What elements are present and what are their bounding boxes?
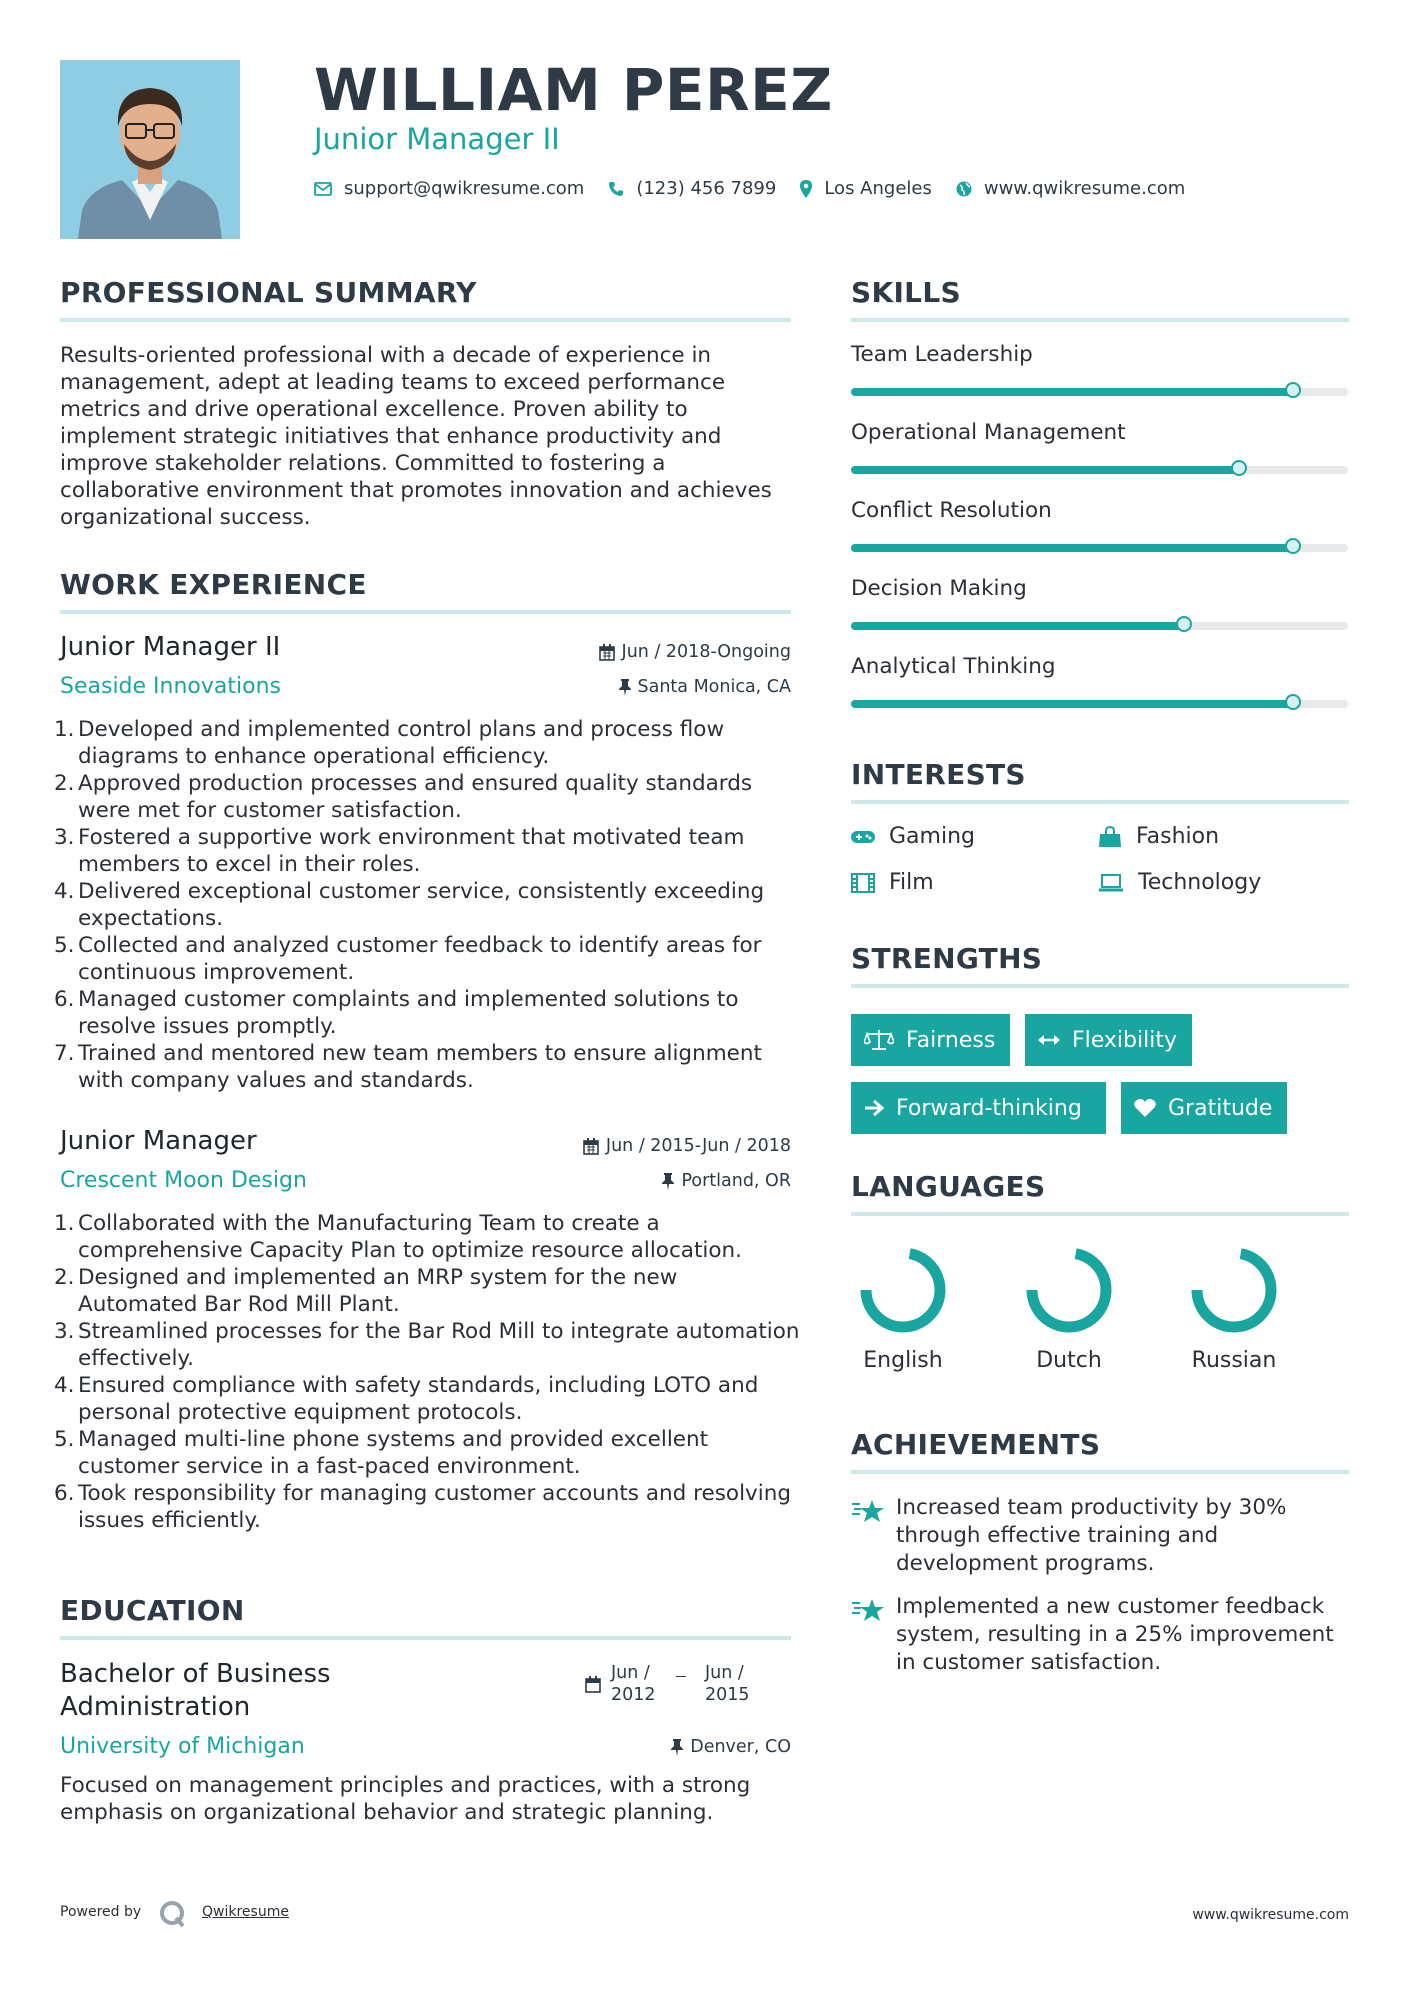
interest-label: Film bbox=[889, 870, 934, 895]
calendar-icon bbox=[583, 1138, 599, 1155]
contact-phone[interactable]: (123) 456 7899 bbox=[636, 178, 777, 199]
skills-rule bbox=[851, 318, 1349, 322]
list-item: 4. Ensured compliance with safety standards, including LOTO and personal protective equipment protocols. bbox=[54, 1373, 759, 1425]
degree-line-2: Administration bbox=[60, 1692, 251, 1722]
strength-label: Forward-thinking bbox=[896, 1095, 1082, 1121]
qwikresume-link[interactable]: Qwikresume bbox=[202, 1904, 289, 1920]
job-location-text: Portland, OR bbox=[681, 1171, 791, 1191]
list-item: 6. Took responsibility for managing customer accounts and resolving issues efficiently. bbox=[54, 1481, 792, 1533]
summary-rule bbox=[60, 318, 791, 322]
education-heading: EDUCATION bbox=[60, 1594, 245, 1627]
date-dash bbox=[676, 1676, 686, 1677]
education-rule bbox=[60, 1636, 791, 1640]
job-location bbox=[662, 1171, 791, 1191]
skill-bar-fill bbox=[851, 544, 1293, 552]
job-dates bbox=[599, 642, 791, 662]
interest-label: Technology bbox=[1138, 870, 1262, 895]
languages-heading: LANGUAGES bbox=[851, 1170, 1046, 1203]
list-item: 1. Developed and implemented control plans and process flow diagrams to enhance operational efficiency. bbox=[54, 717, 725, 769]
interest-film bbox=[851, 870, 934, 895]
contact-location: Los Angeles bbox=[824, 178, 932, 199]
experience-rule bbox=[60, 610, 791, 614]
list-item: 4. Delivered exceptional customer service, consistently exceeding expectations. bbox=[54, 879, 765, 931]
education-text: Focused on management principles and practices, with a strong emphasis on organizational behavior and strategic planning. bbox=[60, 1773, 751, 1825]
globe-icon bbox=[956, 181, 972, 197]
job-title: Junior Manager II bbox=[60, 632, 281, 662]
interest-technology bbox=[1098, 870, 1261, 895]
job-company: Seaside Innovations bbox=[60, 674, 281, 699]
list-item: 7. Trained and mentored new team members to ensure alignment with company values and standards. bbox=[54, 1041, 762, 1093]
list-item: 5. Managed multi-line phone systems and provided excellent customer service in a fast-paced environment. bbox=[54, 1427, 709, 1479]
languages-rule bbox=[851, 1212, 1349, 1216]
list-item: 2. Designed and implemented an MRP system for the new Automated Bar Rod Mill Plant. bbox=[54, 1265, 678, 1317]
pushpin-icon bbox=[619, 679, 631, 696]
skill-label: Conflict Resolution bbox=[851, 498, 1052, 523]
achievement-item: Implemented a new customer feedback system, resulting in a 25% improvement in customer satisfaction. bbox=[896, 1594, 1334, 1675]
job-dates-text: Jun / 2018-Ongoing bbox=[621, 642, 791, 662]
skills-heading: SKILLS bbox=[851, 276, 961, 309]
education-location-text: Denver, CO bbox=[690, 1737, 791, 1757]
strength-chip-fairness bbox=[851, 1014, 1010, 1066]
skill-bar-knob bbox=[1285, 538, 1301, 554]
profile-photo bbox=[60, 60, 240, 239]
skill-bar bbox=[851, 466, 1348, 474]
skill-label: Decision Making bbox=[851, 576, 1027, 601]
phone-icon bbox=[608, 181, 624, 197]
list-item: 6. Managed customer complaints and implemented solutions to resolve issues promptly. bbox=[54, 987, 739, 1039]
job-company: Crescent Moon Design bbox=[60, 1168, 307, 1193]
interest-fashion bbox=[1098, 824, 1219, 849]
language-level-arc bbox=[1032, 1253, 1106, 1327]
list-item: 3. Fostered a supportive work environment that motivated team members to excel in their roles. bbox=[54, 825, 745, 877]
strength-label: Gratitude bbox=[1168, 1095, 1273, 1121]
achievement-star-icon bbox=[851, 1597, 885, 1627]
language-ring bbox=[853, 1240, 953, 1340]
envelope-icon bbox=[314, 182, 332, 196]
contact-email[interactable]: support@qwikresume.com bbox=[344, 178, 585, 199]
achievement-star-icon bbox=[851, 1498, 885, 1528]
language-ring bbox=[1184, 1240, 1284, 1340]
language-label: Dutch bbox=[1036, 1348, 1102, 1373]
arrow-right-icon bbox=[864, 1099, 884, 1117]
achievements-rule bbox=[851, 1470, 1349, 1474]
language-level-arc bbox=[866, 1253, 940, 1327]
degree-title bbox=[60, 1658, 331, 1724]
skill-label: Team Leadership bbox=[851, 342, 1033, 367]
footer-url[interactable]: www.qwikresume.com bbox=[1192, 1907, 1349, 1923]
contact-website[interactable]: www.qwikresume.com bbox=[983, 178, 1186, 199]
gamepad-icon bbox=[851, 829, 875, 845]
strengths-rule bbox=[851, 984, 1349, 988]
experience-heading: WORK EXPERIENCE bbox=[60, 568, 367, 601]
calendar-icon bbox=[585, 1676, 601, 1693]
edu-start-month: Jun / bbox=[611, 1663, 650, 1683]
job-location-text: Santa Monica, CA bbox=[637, 677, 791, 697]
skill-bar bbox=[851, 544, 1348, 552]
job-dates-text: Jun / 2015-Jun / 2018 bbox=[605, 1136, 791, 1156]
interests-rule bbox=[851, 800, 1349, 804]
degree-line-1: Bachelor of Business bbox=[60, 1659, 331, 1689]
skill-bar-knob bbox=[1285, 382, 1301, 398]
balance-scale-icon bbox=[864, 1029, 894, 1051]
achievements-heading: ACHIEVEMENTS bbox=[851, 1428, 1101, 1461]
skill-bar-knob bbox=[1285, 694, 1301, 710]
language-label: Russian bbox=[1191, 1348, 1277, 1373]
skill-bar-knob bbox=[1176, 616, 1192, 632]
job-duties-list bbox=[54, 716, 800, 1094]
school-name: University of Michigan bbox=[60, 1734, 305, 1759]
skill-bar-fill bbox=[851, 466, 1239, 474]
skill-bar-knob bbox=[1231, 460, 1247, 476]
skill-bar bbox=[851, 700, 1348, 708]
strength-chip-forward-thinking bbox=[851, 1082, 1106, 1134]
heart-icon bbox=[1134, 1098, 1156, 1118]
calendar-icon bbox=[599, 644, 615, 661]
skill-bar-fill bbox=[851, 700, 1293, 708]
list-item: 1. Collaborated with the Manufacturing Team to create a comprehensive Capacity Plan to optimize resource allocation. bbox=[54, 1211, 742, 1263]
laptop-icon bbox=[1098, 874, 1124, 892]
strength-chip-gratitude bbox=[1121, 1082, 1287, 1134]
summary-heading: PROFESSIONAL SUMMARY bbox=[60, 276, 477, 309]
arrows-horizontal-icon bbox=[1038, 1034, 1060, 1046]
shopping-bag-icon bbox=[1098, 826, 1122, 848]
edu-start-year: 2012 bbox=[611, 1685, 656, 1705]
list-item: 2. Approved production processes and ensured quality standards were met for customer satisfaction. bbox=[54, 771, 753, 823]
summary-text: Results-oriented professional with a decade of experience in management, adept at leading teams to exceed performance metrics and drive operational excellence. Proven ability to implement strategic initiatives that enhance productivity and improve stakeholder relations. Committed to fostering a collaborative environment that promotes innovation and achieves organizational success. bbox=[60, 343, 772, 530]
map-pin-icon bbox=[800, 180, 812, 198]
job-title: Junior Manager bbox=[60, 1126, 257, 1156]
candidate-title: Junior Manager II bbox=[314, 122, 560, 156]
language-label: English bbox=[863, 1348, 943, 1373]
language-level-arc bbox=[1197, 1253, 1271, 1327]
skill-bar bbox=[851, 388, 1348, 396]
strengths-heading: STRENGTHS bbox=[851, 942, 1043, 975]
qwikresume-logo-icon bbox=[158, 1899, 188, 1933]
achievement-item: Increased team productivity by 30% through effective training and development programs. bbox=[896, 1495, 1287, 1576]
pushpin-icon bbox=[662, 1173, 674, 1190]
interests-heading: INTERESTS bbox=[851, 758, 1026, 791]
job-duties-list bbox=[54, 1210, 800, 1534]
interest-label: Fashion bbox=[1136, 824, 1220, 849]
skill-label: Analytical Thinking bbox=[851, 654, 1056, 679]
skill-bar-fill bbox=[851, 622, 1184, 630]
strength-label: Fairness bbox=[906, 1027, 996, 1053]
edu-end-year: 2015 bbox=[705, 1685, 750, 1705]
job-location bbox=[619, 677, 792, 697]
interest-label: Gaming bbox=[889, 824, 975, 849]
strength-label: Flexibility bbox=[1072, 1027, 1177, 1053]
contact-bar bbox=[314, 178, 1209, 199]
interest-gaming bbox=[851, 824, 975, 849]
strength-chip-flexibility bbox=[1025, 1014, 1192, 1066]
education-location bbox=[671, 1737, 791, 1757]
language-ring bbox=[1019, 1240, 1119, 1340]
skill-bar bbox=[851, 622, 1348, 630]
job-dates bbox=[583, 1136, 791, 1156]
film-icon bbox=[851, 873, 875, 893]
list-item: 5. Collected and analyzed customer feedback to identify areas for continuous improvement. bbox=[54, 933, 762, 985]
candidate-name: WILLIAM PEREZ bbox=[314, 56, 833, 124]
pushpin-icon bbox=[671, 1739, 683, 1756]
list-item: 3. Streamlined processes for the Bar Rod Mill to integrate automation effectively. bbox=[54, 1319, 800, 1371]
skill-bar-fill bbox=[851, 388, 1293, 396]
skill-label: Operational Management bbox=[851, 420, 1126, 445]
edu-end-month: Jun / bbox=[705, 1663, 744, 1683]
powered-by-label: Powered by bbox=[60, 1904, 142, 1920]
